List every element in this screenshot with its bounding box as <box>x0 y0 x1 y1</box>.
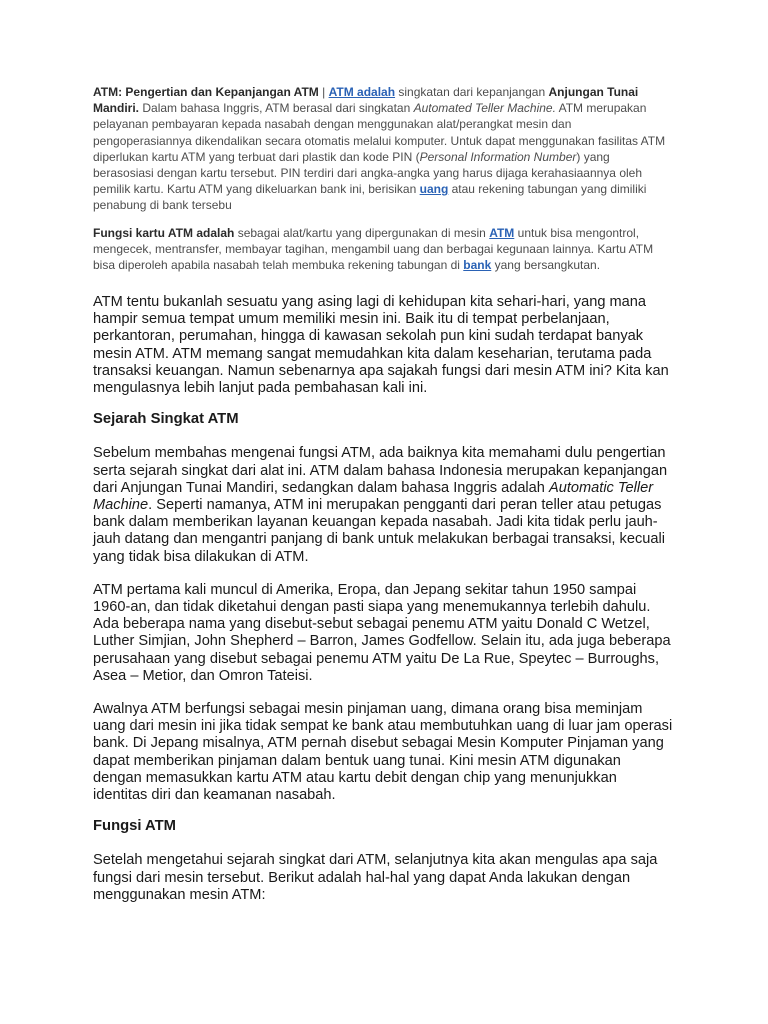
text: yang bersangkutan. <box>491 258 601 273</box>
heading-sejarah: Sejarah Singkat ATM <box>93 411 239 428</box>
italic-term: Personal Information Number <box>419 149 577 164</box>
text: Sebelum membahas mengenai fungsi ATM, ada baiknya kita memahami dulu pengertian serta sejarah singkat dari alat ini. ATM dalam bahasa Indonesia merupakan kepanjangan dari Anjungan Tunai Mandiri, sedangkan dalam bahasa Inggris adalah <box>93 445 668 496</box>
paragraph: Setelah mengetahui sejarah singkat dari ATM, selanjutnya kita akan mengulas apa saja fungsi dari mesin tersebut. Berikut adalah hal-hal yang dapat Anda lakukan dengan menggunakan mesin ATM: <box>93 852 658 903</box>
italic-term: Automated Teller Machine. <box>413 101 556 116</box>
text: ATM merupakan pelayanan pembayaran kepada nasabah dengan menggunakan alat/perangkat mesin dan pengoperasiannya dikendalikan secara otomatis melalui komputer. Untuk dapat menggunakan fasilitas ATM diperlukan kartu ATM yang terbuat dari plastik dan kode PIN ( <box>93 101 666 164</box>
text: ) yang berasosiasi dengan kartu tersebut. PIN terdiri dari angka-angka yang harus dijaga kerahasiaannya oleh pemilik kartu. Kartu ATM yang dikeluarkan bank ini, berisikan <box>93 149 643 197</box>
paragraph <box>93 445 673 565</box>
text: . Seperti namanya, ATM ini merupakan pengganti dari peran teller atau petugas bank dalam memberikan layanan keuangan kepada nasabah. Jadi kita tidak perlu jauh-jauh datang dan mengantri panjang di bank untuk melakukan berbagai transaksi, kecuali yang tidak bisa dilakukan di ATM. <box>93 497 665 565</box>
paragraph: ATM tentu bukanlah sesuatu yang asing lagi di kehidupan kita sehari-hari, yang mana hampir semua tempat umum memiliki mesin ini. Baik itu di tempat perbelanjaan, perkantoran, perumahan, hingga di kawasan sekolah pun kini sudah terdapat banyak mesin ATM. ATM memang sangat memudahkan kita dalam keseharian, terutama pada transaksi keuangan. Namun sebenarnya apa sajakah fungsi dari mesin ATM ini? Kita kan mengulasnya lebih lanjut pada pembahasan kali ini. <box>93 294 669 397</box>
bold-lead: Fungsi kartu ATM adalah <box>93 225 235 240</box>
text: Dalam bahasa Inggris, ATM berasal dari singkatan <box>139 101 414 116</box>
link-atm[interactable]: ATM <box>489 225 515 240</box>
intro-paragraph-2 <box>93 225 673 274</box>
intro-section <box>93 84 673 273</box>
paragraph: ATM pertama kali muncul di Amerika, Eropa, dan Jepang sekitar tahun 1950 sampai 1960-an, dan tidak diketahui dengan pasti siapa yang menemukannya terlebih dahulu. Ada beberapa nama yang disebut-sebut sebagai penemu ATM yaitu Donald C Wetzel, Luther Simjian, John Shepherd – Barron, James Godfellow. Selain itu, ada juga beberapa perusahaan yang disebut sebagai penemu ATM yaitu De La Rue, Speytec – Burroughs, Asea – Metior, dan Omron Tateisi. <box>93 581 671 684</box>
link-bank[interactable]: bank <box>463 258 492 273</box>
heading-fungsi: Fungsi ATM <box>93 818 177 835</box>
text: sebagai alat/kartu yang dipergunakan di mesin <box>234 225 490 240</box>
link-uang[interactable]: uang <box>419 182 449 197</box>
italic-term: Automatic Teller Machine <box>93 479 654 514</box>
intro-title: ATM: Pengertian dan Kepanjangan ATM <box>93 85 319 99</box>
link-atm-adalah[interactable]: ATM adalah <box>328 85 396 99</box>
bold-term: Anjungan Tunai Mandiri. <box>93 85 639 116</box>
separator: | <box>318 85 329 99</box>
text: atau rekening tabungan yang dimiliki penabung di bank tersebu <box>93 182 647 213</box>
text: untuk bisa mengontrol, mengecek, mentransfer, membayar tagihan, mengambil uang dan berbagai kegunaan lainnya. Kartu ATM bisa diperoleh apabila nasabah telah membuka rekening tabungan di <box>93 225 654 273</box>
paragraph: Awalnya ATM berfungsi sebagai mesin pinjaman uang, dimana orang bisa meminjam uang dari mesin ini jika tidak sempat ke bank atau membutuhkan uang di luar jam operasi bank. Di Jepang misalnya, ATM pernah disebut sebagai Mesin Komputer Pinjaman yang dapat memberikan pinjaman dalam bentuk uang tunai. Kini mesin ATM digunakan dengan memasukkan kartu ATM atau kartu debit dengan chip yang menunjukkan identitas diri dan keamanan nasabah. <box>93 701 673 804</box>
intro-paragraph-1 <box>93 84 673 214</box>
text: singkatan dari kepanjangan <box>395 85 549 99</box>
article-body <box>93 294 673 904</box>
